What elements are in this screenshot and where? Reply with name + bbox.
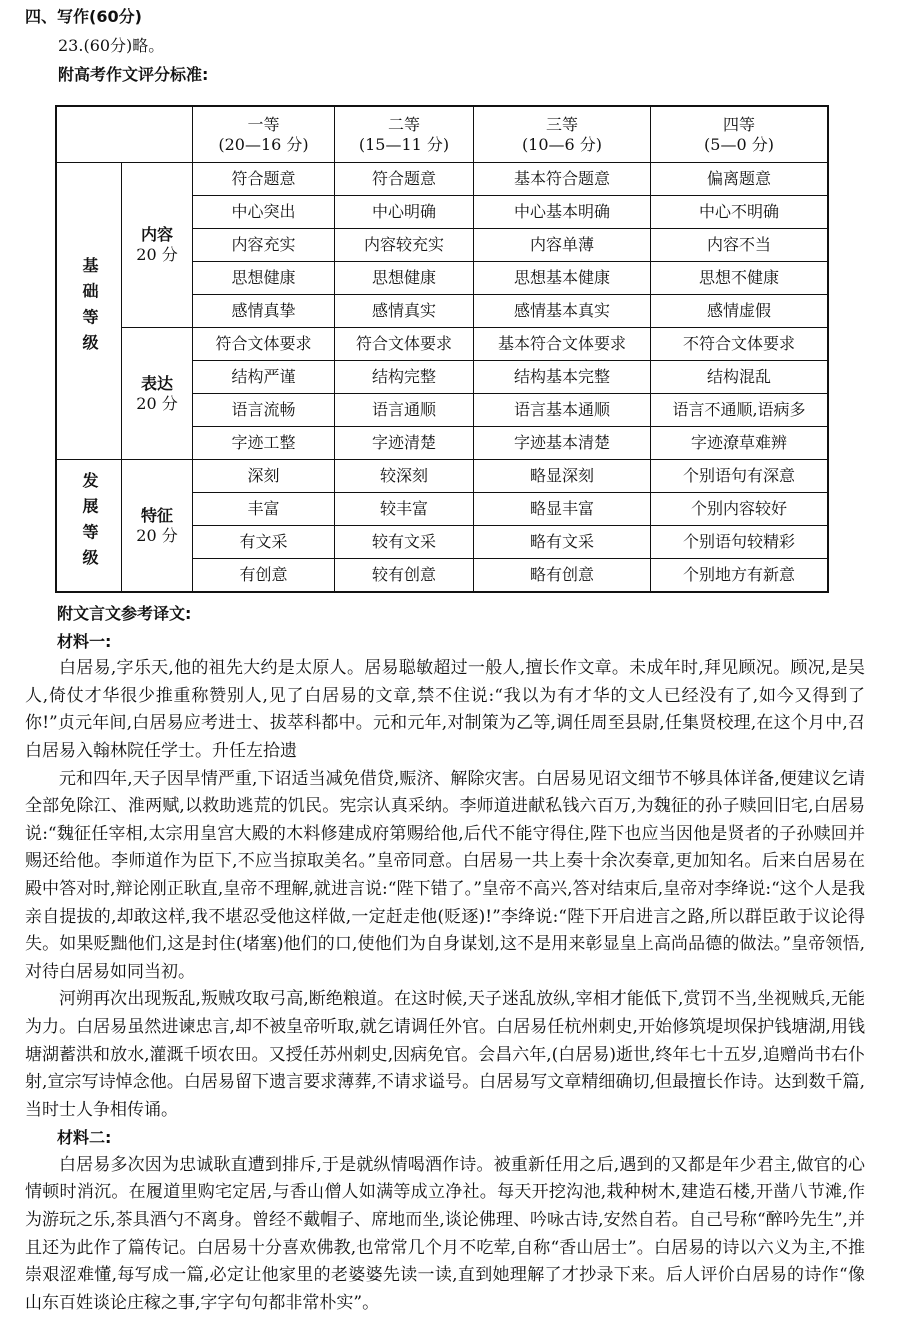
table-cell: 偏离题意	[651, 163, 829, 196]
table-cell: 思想基本健康	[474, 262, 651, 295]
header-grade-1	[193, 106, 335, 163]
table-cell: 个别内容较好	[651, 493, 829, 526]
translation-title: 附文言文参考译文:	[57, 604, 192, 623]
table-cell: 有创意	[193, 559, 335, 593]
header-grade-4	[651, 106, 829, 163]
table-cell: 字迹基本清楚	[474, 427, 651, 460]
question-23: 23.(60分)略。	[58, 36, 165, 55]
table-row	[56, 163, 828, 196]
header-grade-3	[474, 106, 651, 163]
group-cell	[56, 460, 122, 593]
grade-range: (5—0 分)	[704, 134, 774, 154]
table-cell: 思想健康	[193, 262, 335, 295]
table-cell: 较丰富	[335, 493, 474, 526]
table-cell: 感情基本真实	[474, 295, 651, 328]
table-cell: 个别语句较精彩	[651, 526, 829, 559]
table-cell: 中心明确	[335, 196, 474, 229]
table-cell: 感情虚假	[651, 295, 829, 328]
table-cell: 中心突出	[193, 196, 335, 229]
table-cell: 略显深刻	[474, 460, 651, 493]
material-1-paragraph: 河朔再次出现叛乱,叛贼攻取弓高,断绝粮道。在这时候,天子迷乱放纵,宰相才能低下,赏罚不当,坐视贼兵,无能为力。白居易虽然进谏忠言,却不被皇帝听取,就乞请调任外官。白居易任杭州刺史,开始修筑堤坝保护钱塘湖,用钱塘湖蓄洪和放水,灌溉千顷农田。又授任苏州刺史,因病免官。会昌六年,(白居易)逝世,终年七十五岁,追赠尚书右仆射,宣宗写诗悼念他。白居易留下遗言要求薄葬,不请求谥号。白居易写文章精细确切,但最擅长作诗。达到数千篇,当时士人争相传诵。	[25, 989, 865, 1120]
grade-label: 三等	[545, 114, 578, 134]
table-cell: 内容较充实	[335, 229, 474, 262]
table-cell: 中心基本明确	[474, 196, 651, 229]
translation-section	[25, 600, 865, 1317]
table-cell: 内容充实	[193, 229, 335, 262]
table-cell: 思想健康	[335, 262, 474, 295]
table-cell: 符合文体要求	[193, 328, 335, 361]
table-cell: 有文采	[193, 526, 335, 559]
grade-label: 一等	[247, 114, 280, 134]
table-cell: 思想不健康	[651, 262, 829, 295]
table-cell: 语言流畅	[193, 394, 335, 427]
table-cell: 较深刻	[335, 460, 474, 493]
table-cell: 感情真挚	[193, 295, 335, 328]
material-2-paragraph: 白居易多次因为忠诚耿直遭到排斥,于是就纵情喝酒作诗。被重新任用之后,遇到的又都是年少君主,做官的心情顿时消沉。在履道里购宅定居,与香山僧人如满等成立净社。每天开挖沟池,栽种树木,建造石楼,开凿八节滩,作为游玩之乐,茶具酒勺不离身。曾经不戴帽子、席地而坐,谈论佛理、吟咏古诗,安然自若。自己号称“醉吟先生”,并且还为此作了篇传记。白居易十分喜欢佛教,也常常几个月不吃荤,自称“香山居士”。白居易的诗以六义为主,不推崇艰涩难懂,每写成一篇,必定让他家里的老婆婆先读一读,直到她理解了才抄录下来。后人评价白居易的诗作“像山东百姓谈论庄稼之事,字字句句都非常朴实”。	[25, 1154, 865, 1313]
table-cell: 字迹清楚	[335, 427, 474, 460]
material-2-title: 材料二:	[57, 1128, 112, 1148]
table-cell: 内容单薄	[474, 229, 651, 262]
header-grade-2	[335, 106, 474, 163]
table-cell: 较有创意	[335, 559, 474, 593]
table-cell: 略显丰富	[474, 493, 651, 526]
table-cell: 语言基本通顺	[474, 394, 651, 427]
table-cell: 不符合文体要求	[651, 328, 829, 361]
table-cell: 内容不当	[651, 229, 829, 262]
subgroup-cell	[122, 460, 193, 593]
group-name: 基础等级	[80, 257, 99, 360]
table-cell: 结构严谨	[193, 361, 335, 394]
table-cell: 字迹工整	[193, 427, 335, 460]
table-cell: 结构混乱	[651, 361, 829, 394]
subgroup-name: 特征	[140, 505, 173, 525]
group-cell	[56, 163, 122, 460]
subgroup-score: 20 分	[136, 245, 178, 264]
subgroup-cell	[122, 163, 193, 328]
table-cell: 语言不通顺,语病多	[651, 394, 829, 427]
table-cell: 较有文采	[335, 526, 474, 559]
table-cell: 感情真实	[335, 295, 474, 328]
table-cell: 结构完整	[335, 361, 474, 394]
table-cell: 符合题意	[193, 163, 335, 196]
grade-range: (10—6 分)	[521, 134, 603, 154]
table-cell: 字迹潦草难辨	[651, 427, 829, 460]
material-1-paragraph: 白居易,字乐天,他的祖先大约是太原人。居易聪敏超过一般人,擅长作文章。未成年时,拜见顾况。顾况,是吴人,倚仗才华很少推重称赞别人,见了白居易的文章,禁不住说:“我以为有才华的文人已经没有了,如今又得到了你!”贞元年间,白居易应考进士、拔萃科都中。元和元年,对制策为乙等,调任周至县尉,任集贤校理,在这个月中,召白居易入翰林院任学士。升任左拾遗	[25, 658, 865, 761]
table-row	[56, 328, 828, 361]
table-cell: 丰富	[193, 493, 335, 526]
table-cell: 个别地方有新意	[651, 559, 829, 593]
rubric-title: 附高考作文评分标准:	[58, 65, 209, 84]
subgroup-name: 表达	[140, 373, 173, 393]
table-cell: 符合题意	[335, 163, 474, 196]
table-cell: 个别语句有深意	[651, 460, 829, 493]
material-1-title: 材料一:	[57, 631, 112, 651]
table-cell: 基本符合题意	[474, 163, 651, 196]
scoring-rubric-table	[55, 105, 829, 593]
subgroup-cell	[122, 328, 193, 460]
table-cell: 略有创意	[474, 559, 651, 593]
table-cell: 基本符合文体要求	[474, 328, 651, 361]
table-cell: 中心不明确	[651, 196, 829, 229]
table-cell: 符合文体要求	[335, 328, 474, 361]
table-cell: 略有文采	[474, 526, 651, 559]
grade-label: 二等	[387, 114, 420, 134]
subgroup-score: 20 分	[136, 525, 178, 545]
subgroup-score: 20 分	[136, 393, 178, 413]
table-corner-cell	[56, 106, 193, 163]
section-title: 四、写作(60分)	[25, 7, 142, 26]
group-name: 发展等级	[80, 471, 99, 575]
grade-label: 四等	[722, 114, 755, 134]
grade-range: (20—16 分)	[218, 134, 309, 154]
grade-range: (15—11 分)	[358, 134, 450, 154]
table-row	[56, 460, 828, 493]
material-1-paragraph: 元和四年,天子因旱情严重,下诏适当减免借贷,赈济、解除灾害。白居易见诏文细节不够具体详备,便建议乞请全部免除江、淮两赋,以救助逃荒的饥民。宪宗认真采纳。李师道进献私钱六百万,为魏征的孙子赎回旧宅,白居易说:“魏征任宰相,太宗用皇宫大殿的木料修建成府第赐给他,后代不能守得住,陛下也应当因他是贤者的子孙赎回并赐还给他。李师道作为臣下,不应当掠取美名。”皇帝同意。白居易一共上奏十余次奏章,更加知名。后来白居易在殿中答对时,辩论刚正耿直,皇帝不理解,就进言说:“陛下错了。”皇帝不高兴,答对结束后,皇帝对李绛说:“这个人是我亲自提拔的,却敢这样,我不堪忍受他这样做,一定赶走他(贬逐)!”李绛说:“陛下开启进言之路,所以群臣敢于议论得失。如果贬黜他们,这是封住(堵塞)他们的口,使他们为自身谋划,这不是用来彰显皇上高尚品德的做法。”皇帝领悟,对待白居易如同当初。	[25, 768, 865, 982]
table-cell: 结构基本完整	[474, 361, 651, 394]
table-header-row	[56, 106, 828, 163]
subgroup-name: 内容	[140, 225, 173, 244]
table-cell: 深刻	[193, 460, 335, 493]
table-cell: 语言通顺	[335, 394, 474, 427]
